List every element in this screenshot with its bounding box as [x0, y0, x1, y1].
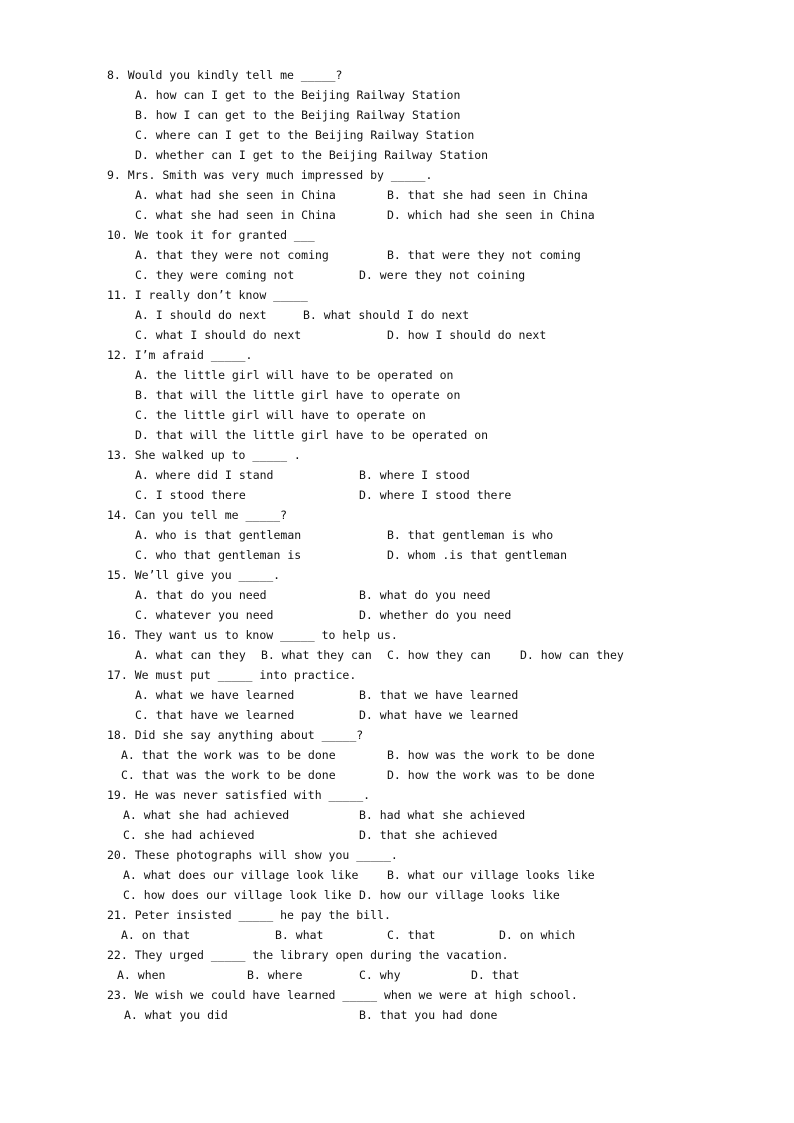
question-15-option-b: B. what do you need — [359, 588, 491, 602]
question-8-option-d: D. whether can I get to the Beijing Railway Station — [135, 148, 489, 162]
question-20-option-c: C. how does our village look like — [123, 888, 352, 902]
question-16-option-c: C. how they can — [387, 648, 491, 662]
question-11-option-d: D. how I should do next — [387, 328, 547, 342]
question-8-option-c: C. where can I get to the Beijing Railway Station — [135, 128, 475, 142]
question-19-option-d: D. that she achieved — [359, 828, 498, 842]
question-16-option-d: D. how can they — [520, 648, 624, 662]
question-12-option-c: C. the little girl will have to operate on — [135, 408, 426, 422]
question-21-stem: 21. Peter insisted _____ he pay the bill. — [107, 908, 391, 922]
question-12-stem: 12. I’m afraid _____. — [107, 348, 253, 362]
question-22-option-b: B. where — [247, 968, 303, 982]
question-8-option-b: B. how I can get to the Beijing Railway Station — [135, 108, 461, 122]
question-20-option-b: B. what our village looks like — [387, 868, 595, 882]
question-10-stem: 10. We took it for granted ___ — [107, 228, 315, 242]
question-18-option-c: C. that was the work to be done — [121, 768, 336, 782]
question-14-stem: 14. Can you tell me _____? — [107, 508, 288, 522]
question-13-stem: 13. She walked up to _____ . — [107, 448, 301, 462]
question-11-option-a: A. I should do next — [135, 308, 267, 322]
question-18-stem: 18. Did she say anything about _____? — [107, 728, 364, 742]
question-22-option-a: A. when — [117, 968, 166, 982]
question-16-stem: 16. They want us to know _____ to help us. — [107, 628, 398, 642]
question-15-option-c: C. whatever you need — [135, 608, 274, 622]
question-10-option-c: C. they were coming not — [135, 268, 295, 282]
question-8-stem: 8. Would you kindly tell me _____? — [107, 68, 343, 82]
question-16-option-a: A. what can they — [135, 648, 246, 662]
question-19-option-a: A. what she had achieved — [123, 808, 290, 822]
question-18-option-b: B. how was the work to be done — [387, 748, 595, 762]
question-20-stem: 20. These photographs will show you _____. — [107, 848, 398, 862]
question-14-option-d: D. whom .is that gentleman — [387, 548, 568, 562]
question-12-option-b: B. that will the little girl have to operate on — [135, 388, 461, 402]
question-13-option-d: D. where I stood there — [359, 488, 512, 502]
question-18-option-d: D. how the work was to be done — [387, 768, 595, 782]
question-12-option-d: D. that will the little girl have to be operated on — [135, 428, 489, 442]
question-9-option-a: A. what had she seen in China — [135, 188, 336, 202]
question-11-option-b: B. what should I do next — [303, 308, 470, 322]
question-22-option-c: C. why — [359, 968, 401, 982]
question-11-option-c: C. what I should do next — [135, 328, 302, 342]
question-15-option-a: A. that do you need — [135, 588, 267, 602]
question-23-option-b: B. that you had done — [359, 1008, 498, 1022]
question-21-option-c: C. that — [387, 928, 436, 942]
question-15-stem: 15. We’ll give you _____. — [107, 568, 281, 582]
question-16-option-b: B. what they can — [261, 648, 372, 662]
question-17-option-c: C. that have we learned — [135, 708, 295, 722]
question-11-stem: 11. I really don’t know _____ — [107, 288, 308, 302]
question-18-option-a: A. that the work was to be done — [121, 748, 336, 762]
question-10-option-b: B. that were they not coming — [387, 248, 581, 262]
question-22-option-d: D. that — [471, 968, 520, 982]
question-13-option-a: A. where did I stand — [135, 468, 274, 482]
question-17-option-a: A. what we have learned — [135, 688, 295, 702]
question-23-stem: 23. We wish we could have learned _____ when we were at high school. — [107, 988, 578, 1002]
question-21-option-d: D. on which — [499, 928, 576, 942]
question-19-option-c: C. she had achieved — [123, 828, 255, 842]
question-20-option-d: D. how our village looks like — [359, 888, 560, 902]
question-20-option-a: A. what does our village look like — [123, 868, 359, 882]
question-22-stem: 22. They urged _____ the library open during the vacation. — [107, 948, 509, 962]
question-17-option-d: D. what have we learned — [359, 708, 519, 722]
question-17-stem: 17. We must put _____ into practice. — [107, 668, 357, 682]
question-14-option-b: B. that gentleman is who — [387, 528, 554, 542]
question-14-option-c: C. who that gentleman is — [135, 548, 302, 562]
question-13-option-c: C. I stood there — [135, 488, 246, 502]
question-19-option-b: B. had what she achieved — [359, 808, 526, 822]
question-23-option-a: A. what you did — [124, 1008, 228, 1022]
question-15-option-d: D. whether do you need — [359, 608, 512, 622]
question-12-option-a: A. the little girl will have to be operated on — [135, 368, 454, 382]
question-10-option-d: D. were they not coining — [359, 268, 526, 282]
question-9-option-d: D. which had she seen in China — [387, 208, 595, 222]
question-13-option-b: B. where I stood — [359, 468, 470, 482]
question-9-option-c: C. what she had seen in China — [135, 208, 336, 222]
question-21-option-a: A. on that — [121, 928, 191, 942]
question-17-option-b: B. that we have learned — [359, 688, 519, 702]
question-9-option-b: B. that she had seen in China — [387, 188, 588, 202]
question-10-option-a: A. that they were not coming — [135, 248, 329, 262]
question-8-option-a: A. how can I get to the Beijing Railway Station — [135, 88, 461, 102]
question-21-option-b: B. what — [275, 928, 324, 942]
question-9-stem: 9. Mrs. Smith was very much impressed by _____. — [107, 168, 433, 182]
question-19-stem: 19. He was never satisfied with _____. — [107, 788, 371, 802]
question-14-option-a: A. who is that gentleman — [135, 528, 302, 542]
